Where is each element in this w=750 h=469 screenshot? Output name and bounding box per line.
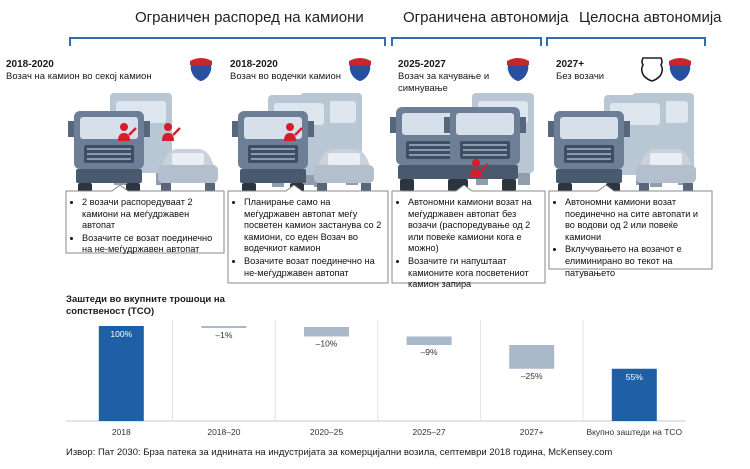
step-bar (304, 327, 349, 337)
callout-stage3 (396, 197, 542, 292)
phase-title-limited-autonomy: Ограничена автономија (403, 9, 569, 26)
chart-title: Заштеди во вкупните трошоци на сопственост (TCO) (66, 294, 225, 317)
route-shield-icon (640, 56, 664, 82)
interstate-shield-icon (188, 55, 214, 83)
callout-bullet: • Вклучувањето на возачот е елиминирано во текот на патувањето (565, 244, 709, 279)
value-label: 100% (110, 329, 133, 339)
callout-bullet: • 2 возачи распоредуваат 2 камиони на меѓудржавен автопат (82, 197, 220, 232)
bracket-full-autonomy (547, 38, 705, 46)
callout-stage2 (232, 197, 384, 280)
callout-stage1 (70, 197, 220, 257)
category-label: 2020–25 (309, 427, 344, 437)
value-label: –1% (215, 330, 233, 340)
interstate-shield-icon (667, 55, 693, 83)
step-bar (407, 336, 452, 345)
stage1-desc: Возач на камион во секој камион (6, 71, 152, 82)
bracket-limited-autonomy (392, 38, 541, 46)
callout-stage4 (553, 197, 709, 280)
callout-bullet: • Автономни камиони возат на меѓудржавен автопат без возачи (распоредување од 2 или повеќе камиони кога е можно) (408, 197, 542, 255)
callout-bullet: • Возачите се возат поединечно на не-меѓудржавен автопат (82, 233, 220, 256)
source-note: Извор: Пат 2030: Брза патека за иднината на индустријата за комерцијални возила, септември 2018 година, McKensey.com (66, 447, 613, 458)
value-label: –10% (315, 338, 338, 349)
stage3-year: 2025-2027 (398, 59, 446, 70)
category-label: 2018–20 (207, 427, 241, 437)
phase-title-full-autonomy: Целосна автономија (579, 9, 722, 26)
value-label: 55% (625, 371, 643, 382)
stage2-year: 2018-2020 (230, 59, 278, 70)
truck-second-icon (444, 107, 526, 191)
callout-bullet: • Автономни камиони возат поединечно на сите автопати и во водови од 2 или повеќе камиони (565, 197, 709, 243)
category-label: Вкупно заштеди на TCO (586, 427, 683, 437)
truck-illustrations (0, 85, 750, 195)
category-label: 2027+ (519, 427, 544, 437)
truck-lead-icon (232, 111, 314, 195)
value-label: –9% (420, 347, 438, 357)
interstate-shield-icon (505, 55, 531, 83)
phase-brackets (0, 0, 750, 60)
stage1-year: 2018-2020 (6, 59, 54, 70)
phase-title-limited-schedule: Ограничен распоред на камиони (135, 9, 364, 26)
callout-bullet: • Возачите ги напуштаат камионите кога посветениот камион запира (408, 256, 542, 291)
interstate-shield-icon (347, 55, 373, 83)
truck-lead-icon (548, 111, 630, 195)
truck-lead-icon (68, 111, 150, 195)
step-bar (201, 326, 246, 328)
callout-bullet: • Планирање само на меѓудржавен автопат меѓу посветен камион застанува со 2 камиони, со еден Возач во водечкиот камион (244, 197, 384, 255)
stage4-year: 2027+ (556, 59, 585, 70)
category-label: 2018 (111, 427, 131, 437)
total-bar (99, 326, 144, 421)
stage3-desc: Возач за качување и симнување (398, 71, 490, 94)
waterfall-chart (0, 300, 750, 440)
stage4-desc: Без возачи (556, 71, 605, 82)
category-label: 2025–27 (412, 427, 446, 437)
callout-bullet: • Возачите возат поединечно на не-меѓудржавен автопат (244, 256, 384, 279)
stage2-desc: Возач во водечки камион (230, 71, 341, 82)
step-bar (509, 345, 554, 369)
value-label: –25% (520, 370, 543, 381)
bracket-limited-schedule (70, 38, 385, 46)
